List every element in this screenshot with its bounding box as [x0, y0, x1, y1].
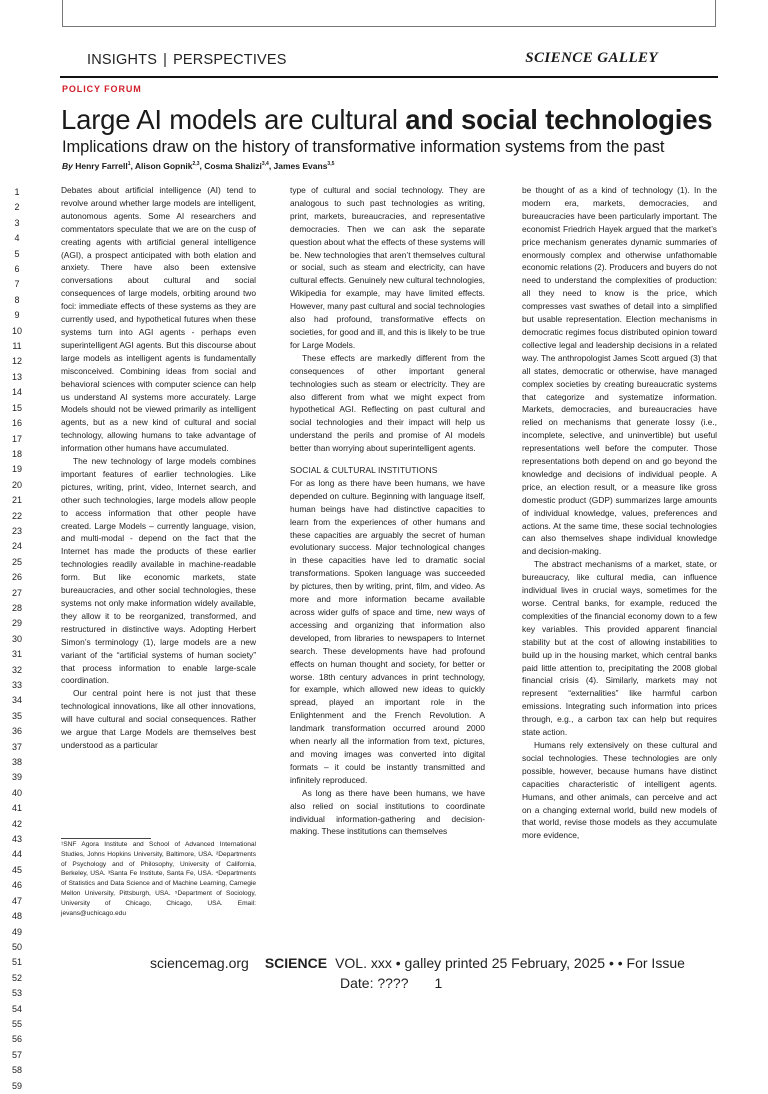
- line-number: 31: [11, 649, 22, 660]
- line-number: 59: [11, 1080, 22, 1091]
- page-footer: [150, 953, 730, 993]
- section-insights: INSIGHTS: [87, 52, 158, 68]
- line-number: 54: [11, 1003, 22, 1014]
- footnote-rule: [61, 838, 151, 839]
- paragraph: be thought of as a kind of technology (1). In the modern era, markets, democracies, and bureaucracies have been particularly important. The economist Friedrich Hayek argued that the market’s price mechanism generates dynamic summaries of enormously complex and otherwise unfathomable economic relations (2). Producers and buyers do not need to understand the complexities of production: all they need to know is the price, which compresses vast swathes of detail into a simplified but usable representation. Election mechanisms in democratic regimes focus distributed opinion toward collective legal and leadership decisions in a related way. The anthropologist James Scott argued (3) that all states, democratic or otherwise, have managed complex societies by creating bureaucratic systems that categorize and systematize information. Markets, democracies, and bureaucracies have relied on mechanisms that generate lossy (i.e., incomplete, selective, and uninvertible) but useful representations well before the computer. Those representations both depend on and go beyond the knowledge and decisions of individual people. A price, an election result, or a measure like gross domestic product (GDP) summarizes large amounts of individual knowledge, values, preferences and actions. At the same time, these social technologies can also themselves shape individual knowledge and decision-making.: [522, 185, 717, 557]
- line-number: 4: [14, 233, 20, 244]
- line-number: 15: [11, 402, 22, 413]
- line-number: 11: [12, 341, 22, 352]
- footer-site: sciencemag.org: [150, 955, 249, 971]
- paragraph: Debates about artificial intelligence (AI) tend to revolve around whether large models are intelligent, autonomous agents. Some AI researchers and commentators speculate that we are on the cusp of creating agents with artificial general intelligence (AGI), a prospect anticipated with both elation and anxiety. There have also been extensive conversations about cultural and social consequences of large models, orbiting around two foci: immediate effects of these systems as they are currently used, and hypothetical futures when these systems turn into AGI agents - perhaps even superintelligent AGI agents. But this discourse about large models as intelligent agents is fundamentally misconceived. Combining ideas from social and behavioral sciences with computer science can help us understand AI systems more accurately. Large Models should not be viewed primarily as intelligent agents, but as a new kind of cultural and social technology, allowing humans to take advantage of information other humans have accumulated.: [61, 185, 256, 454]
- line-number: 33: [11, 680, 22, 690]
- line-number: 38: [11, 757, 22, 768]
- brand-logo: SCIENCE GALLEY: [525, 50, 658, 66]
- line-number: 21: [11, 495, 22, 506]
- line-number: 24: [11, 541, 22, 552]
- line-number: 25: [11, 556, 22, 567]
- line-number: 48: [11, 911, 22, 922]
- line-number: 35: [11, 710, 22, 721]
- line-number: 7: [14, 279, 20, 290]
- line-number: 28: [11, 602, 22, 613]
- author-name: Alison Gopnik: [134, 161, 193, 171]
- line-number: 16: [11, 418, 22, 429]
- line-number: 52: [11, 972, 22, 983]
- line-number: 32: [11, 664, 22, 675]
- paragraph: type of cultural and social technology. They are analogous to such past technologies as writing, print, markets, bureaucracies, and representative democracies. Then we can ask the separate question about what the effects of these systems will be. New technologies that aren’t themselves cultural or social, such as steam and electricity, can have cultural effects. Genuinely new cultural technologies, Wikipedia for example, may have limited effects. However, many past cultural and social technologies also had profound, transformative effects on societies, for good and ill, and this is likely to be true for Large Models.: [290, 185, 485, 350]
- line-number: 37: [11, 741, 22, 752]
- policy-forum-label: POLICY FORUM: [62, 84, 142, 94]
- line-number: 1: [14, 187, 20, 197]
- line-number: 46: [11, 880, 22, 891]
- title-bold: and social technologies: [405, 104, 713, 135]
- affiliations-footnote: ¹SNF Agora Institute and School of Advanced International Studies, Johns Hopkins University, Baltimore, USA. ²Departments of Psychology and of Philosophy, University of California, Berkeley, USA. ³Santa Fe Institute, Santa Fe, USA. ⁴Departments of Statistics and Data Science and of Machine Learning, Carnegie Mellon University, Pittsburgh, USA. ⁵Department of Sociology, University of Chicago, Chicago, USA. Email: jevans@uchicago.edu: [61, 841, 256, 917]
- section-separator: |: [163, 52, 168, 68]
- line-number: 36: [11, 726, 22, 737]
- line-number: 57: [11, 1049, 22, 1060]
- line-number: 3: [14, 217, 20, 228]
- paragraph: The abstract mechanisms of a market, state, or bureaucracy, like cultural media, can influence individual lives in crucial ways, sometimes for the worse. Central banks, for example, reduced the complexities of the financial economy down to a few key variables. This provided apparent financial stability but at the cost of allowing instabilities to build up in the housing market, which central banks paid little attention to, precipitating the 2008 global financial crisis (4). Similarly, markets may not represent “externalities” like harmful carbon emissions. Integrating such information into prices through, e.g., a carbon tax can help but requires state action.: [522, 559, 717, 738]
- line-number: 30: [11, 633, 22, 644]
- section-perspectives: PERSPECTIVES: [173, 52, 287, 68]
- line-number: 26: [11, 572, 22, 583]
- author-name: James Evans: [273, 161, 328, 171]
- line-number: 50: [11, 941, 22, 952]
- line-number: 20: [11, 479, 22, 490]
- line-number: 40: [11, 787, 22, 798]
- line-number: 27: [11, 587, 22, 598]
- author-name: Cosma Shalizi: [204, 161, 262, 171]
- footer-date: Date: ????: [340, 975, 409, 991]
- section-heading: SOCIAL & CULTURAL INSTITUTIONS: [290, 465, 438, 476]
- line-number: 19: [11, 464, 22, 475]
- column-1: [61, 184, 256, 752]
- column-3: [522, 184, 717, 842]
- line-number: 56: [11, 1034, 22, 1045]
- page-number: 1: [434, 975, 443, 991]
- header-rule: [60, 76, 718, 78]
- line-number: 53: [11, 988, 22, 999]
- paragraph: As long as there have been humans, we have also relied on social institutions to coordinate individual information-gathering and decision-making. These institutions can themselves: [290, 787, 485, 837]
- author-affiliation: 3,4: [261, 161, 269, 168]
- line-number: 17: [11, 433, 22, 444]
- line-number: 2: [14, 202, 20, 213]
- line-number: 9: [14, 310, 20, 321]
- author-affiliation: 3,5: [327, 161, 335, 168]
- footer-issue: VOL. xxx • galley printed 25 February, 2025 • • For Issue: [335, 955, 685, 971]
- author-affiliation: 1: [127, 161, 131, 168]
- title-light: Large AI models are cultural: [61, 104, 406, 135]
- footer-line-2: [150, 973, 730, 993]
- byline: By Henry Farrell$^1$, Alison Gopnik$^{2,3}$, Cosma Shalizi$^{3,4}$, James Evans$^{3,5}$: [62, 161, 335, 171]
- author-name: Henry Farrell: [75, 161, 128, 171]
- line-number: 44: [11, 849, 22, 860]
- paragraph: The new technology of large models combines important features of earlier technologies. Like pictures, writing, print, video, Internet search, and other such technologies, large models allow people to access information that other people have created. Large Models – currently language, vision, and multi-modal - depend on the fact that the Internet has made the products of these earlier technologies readily available in machine-readable form. But like economic markets, state bureaucracies, and other social technologies, these systems not only make information widely available, they allow it to be reorganized, transformed, and restructured in distinctive ways. Adopting Herbert Simon’s terminology (1), large models are a new variant of the “artificial systems of human society” that process information to enable large-scale coordination.: [61, 456, 256, 686]
- line-numbers: [8, 185, 26, 1094]
- footer-line-1: [150, 953, 730, 973]
- paragraph: For as long as there have been humans, we have depended on culture. Beginning with language itself, human beings have had distinctive capacities to learn from the experiences of other humans and these capacities are arguably the secret of human evolutionary success. Major technological changes in these capacities have led to dramatic social transformations. Spoken language was succeeded by pictures, then by writing, print, film, and video. As more and more information became available across wider gulfs of space and time, new ways of accessing and organizing that information also developed, from libraries to newspapers to Internet search. These developments have had profound effects on human thought and society, for better or worse. 18th century advances in print technology, for example, which allowed new ideas to quickly spread, played an important role in the Enlightenment and the French Revolution. A landmark transformation occurred around 2000 when nearly all the information from text, pictures, and moving images was converted into digital formats – it could be instantly transmitted and infinitely reproduced.: [290, 477, 485, 785]
- byline-by: By: [62, 161, 73, 171]
- line-number: 34: [11, 695, 22, 706]
- paragraph: These effects are markedly different from the consequences of other important general technologies such as steam or electricity. They are also different from what we might expect from hypothetical AGI. Reflecting on past cultural and social technologies and their impact will help us understand the perils and promise of AI models better than worrying about superintelligent agents.: [290, 352, 485, 454]
- section-label: [87, 52, 287, 68]
- footer-magazine: SCIENCE: [264, 955, 328, 971]
- line-number: 58: [11, 1065, 22, 1076]
- article-subtitle: Implications draw on the history of transformative information systems from the past: [62, 138, 665, 156]
- column-2: [290, 184, 485, 838]
- line-number: 12: [11, 356, 22, 367]
- author-affiliation: 2,3: [192, 161, 200, 168]
- line-number: 8: [14, 294, 20, 305]
- line-number: 41: [11, 803, 22, 814]
- line-number: 23: [11, 525, 22, 536]
- line-number: 10: [11, 325, 22, 336]
- line-number: 43: [11, 834, 22, 845]
- paragraph: Humans rely extensively on these cultural and social technologies. These technologies are only possible, however, because humans have distinct capacities characteristic of intelligent agents. Humans, and other animals, can perceive and act on a changing external world, build new models of that world, revise those models as they accumulate more evidence,: [522, 739, 717, 841]
- line-number: 29: [11, 618, 22, 629]
- line-number: 55: [11, 1018, 22, 1029]
- line-number: 5: [14, 248, 20, 259]
- line-number: 14: [11, 387, 22, 398]
- line-number: 13: [11, 371, 22, 382]
- line-number: 42: [11, 818, 22, 829]
- line-number: 47: [11, 895, 22, 906]
- line-number: 39: [11, 772, 22, 783]
- line-number: 18: [11, 448, 22, 459]
- line-number: 6: [14, 264, 20, 275]
- top-frame: [62, 0, 716, 27]
- paragraph: Our central point here is not just that these technological innovations, like all other innovations, will have cultural and social consequences. Rather we argue that Large Models are themselves best understood as a particular: [61, 688, 256, 750]
- line-number: 51: [11, 957, 22, 968]
- line-number: 49: [11, 926, 22, 937]
- line-number: 45: [11, 864, 22, 875]
- line-number: 22: [11, 510, 22, 521]
- article-title: [61, 104, 712, 136]
